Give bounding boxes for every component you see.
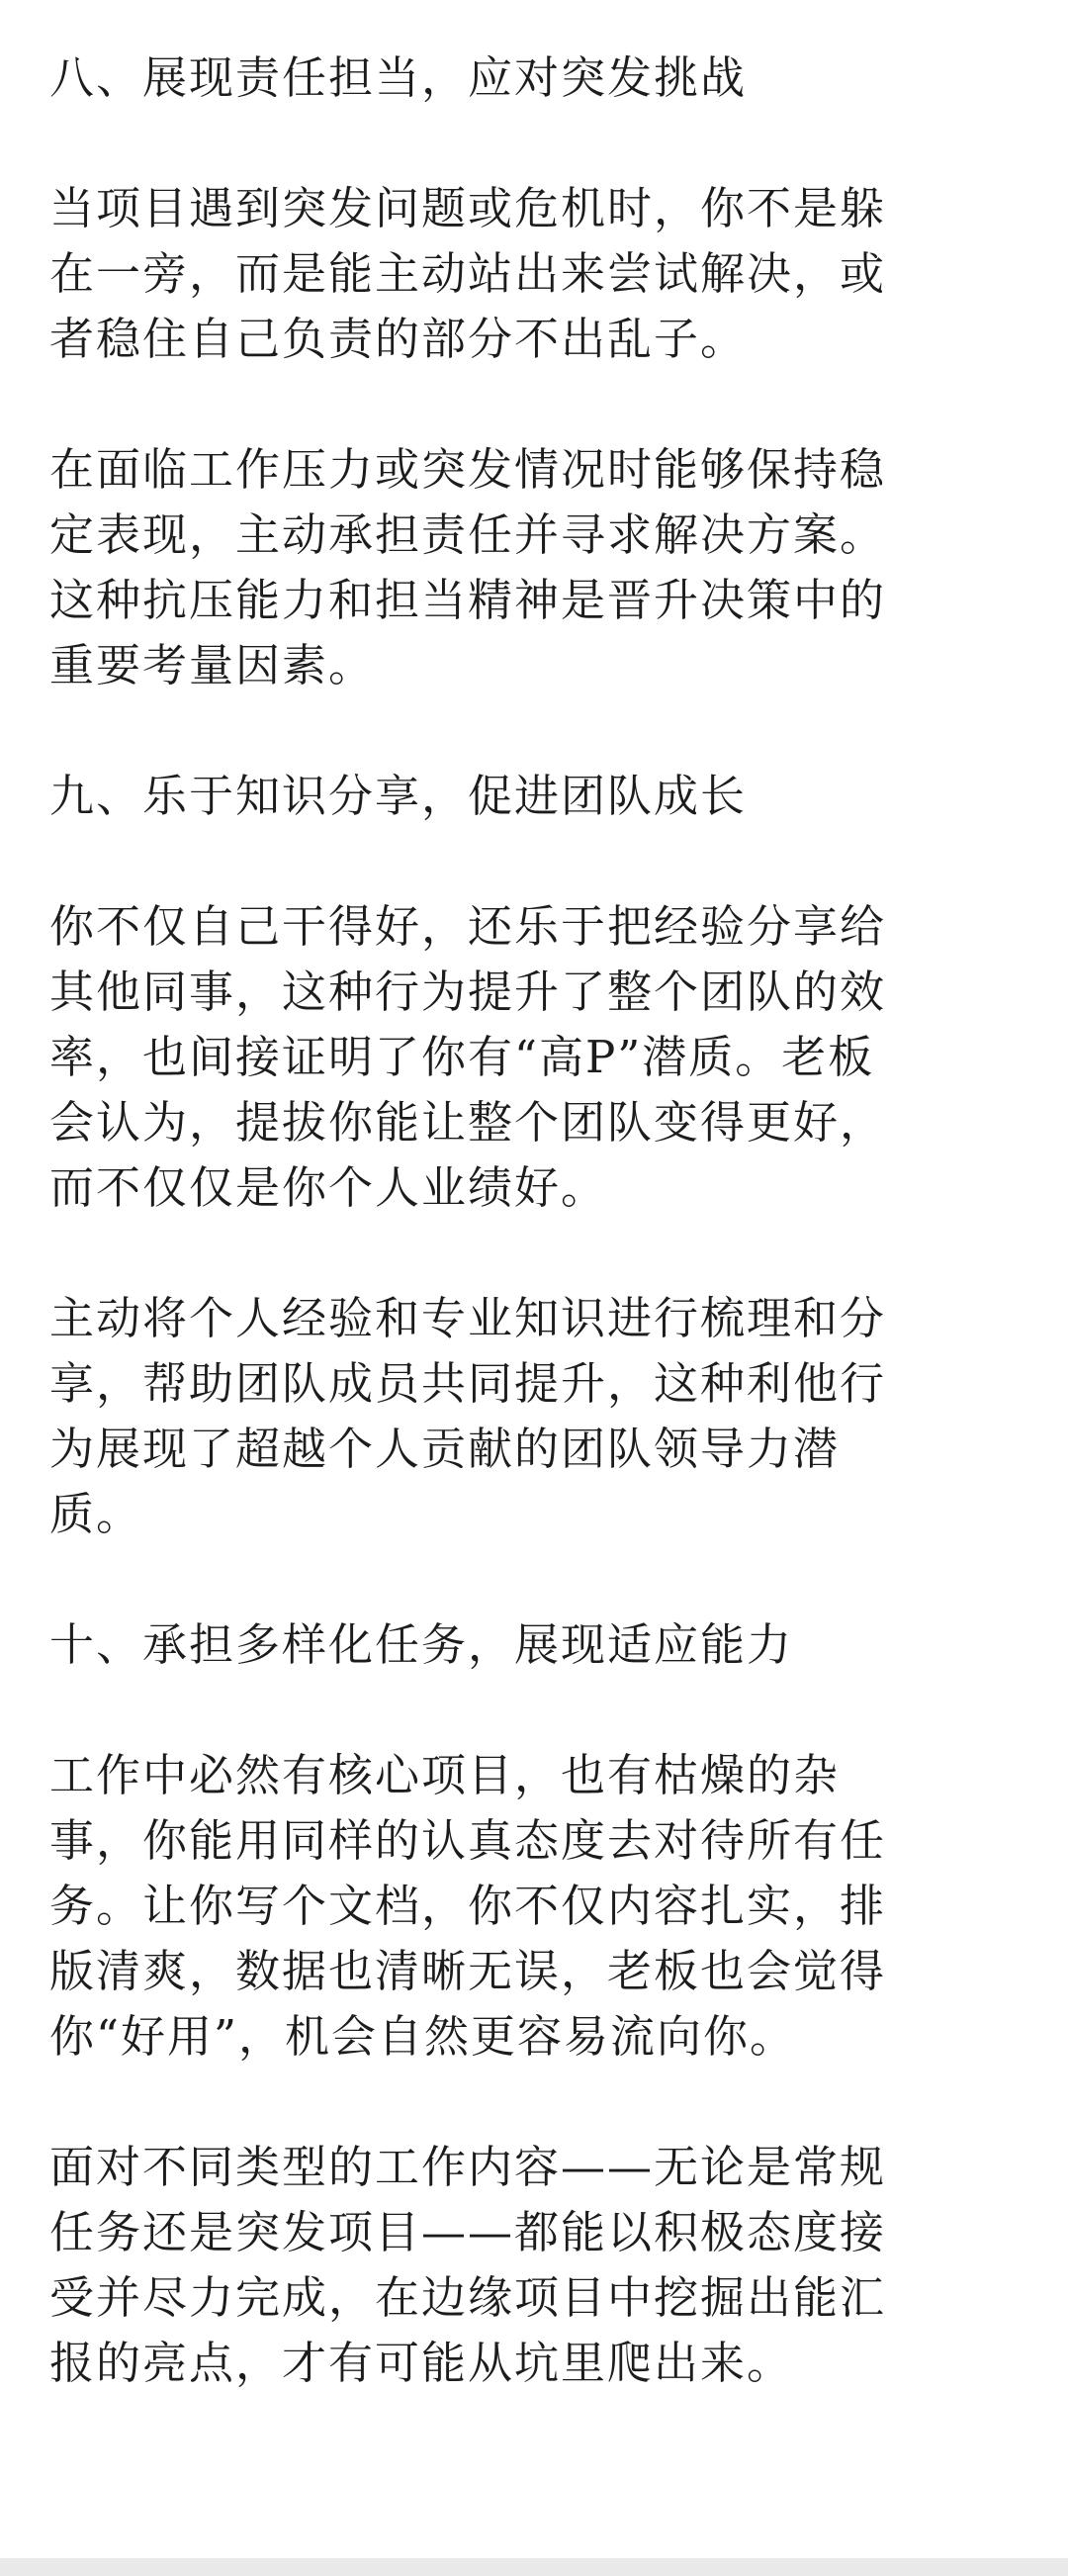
text-line: 而不仅仅是你个人业绩好。: [49, 1161, 608, 1214]
text-line: 为展现了超越个人贡献的团队领导力潜: [49, 1423, 841, 1475]
paragraph: [49, 176, 1038, 372]
article-body: [49, 46, 1038, 2396]
text-line: 会认为，提拔你能让整个团队变得更好，: [49, 1096, 887, 1149]
section-heading-10: [49, 1612, 1038, 1678]
text-line: 工作中必然有核心项目，也有枯燥的杂: [49, 1749, 841, 1801]
text-line: 在一旁，而是能主动站出来尝试解决，或: [49, 247, 887, 300]
text-line: 者稳住自己负责的部分不出乱子。: [49, 313, 748, 365]
paragraph: [49, 1743, 1038, 2070]
section-heading-8: [49, 46, 1038, 111]
text-line: 任务还是突发项目——都能以积极态度接: [49, 2206, 887, 2258]
text-line: 主动将个人经验和专业知识进行梳理和分: [49, 1292, 887, 1344]
text-line: 享，帮助团队成员共同提升，这种利他行: [49, 1357, 887, 1410]
text-line: 报的亮点，才有可能从坑里爬出来。: [49, 2337, 794, 2389]
text-line: 重要考量因素。: [49, 639, 376, 691]
paragraph: [49, 894, 1038, 1221]
text-line: 当项目遇到突发问题或危机时，你不是躲: [49, 182, 887, 234]
heading-line: 八、展现责任担当，应对突发挑战: [49, 51, 748, 104]
paragraph: [49, 1286, 1038, 1547]
text-line: 率，也间接证明了你有“高P”潜质。老板: [49, 1031, 875, 1083]
text-line: 版清爽，数据也清晰无误，老板也会觉得: [49, 1945, 887, 1997]
paragraph: [49, 437, 1038, 698]
bottom-divider: [0, 2558, 1068, 2576]
text-line: 在面临工作压力或突发情况时能够保持稳: [49, 443, 887, 496]
text-line: 你“好用”，机会自然更容易流向你。: [49, 2010, 797, 2063]
text-line: 你不仅自己干得好，还乐于把经验分享给: [49, 900, 887, 953]
text-line: 其他同事，这种行为提升了整个团队的效: [49, 966, 887, 1018]
text-line: 面对不同类型的工作内容——无论是常规: [49, 2141, 887, 2193]
text-line: 务。让你写个文档，你不仅内容扎实，排: [49, 1880, 887, 1932]
section-heading-9: [49, 764, 1038, 829]
text-line: 这种抗压能力和担当精神是晋升决策中的: [49, 574, 887, 626]
text-line: 事，你能用同样的认真态度去对待所有任: [49, 1814, 887, 1867]
heading-line: 十、承担多样化任务，展现适应能力: [49, 1618, 794, 1671]
paragraph: [49, 2135, 1038, 2396]
heading-line: 九、乐于知识分享，促进团队成长: [49, 770, 748, 822]
text-line: 受并尽力完成，在边缘项目中挖掘出能汇: [49, 2271, 887, 2324]
text-line: 定表现，主动承担责任并寻求解决方案。: [49, 508, 887, 561]
text-line: 质。: [49, 1488, 143, 1540]
